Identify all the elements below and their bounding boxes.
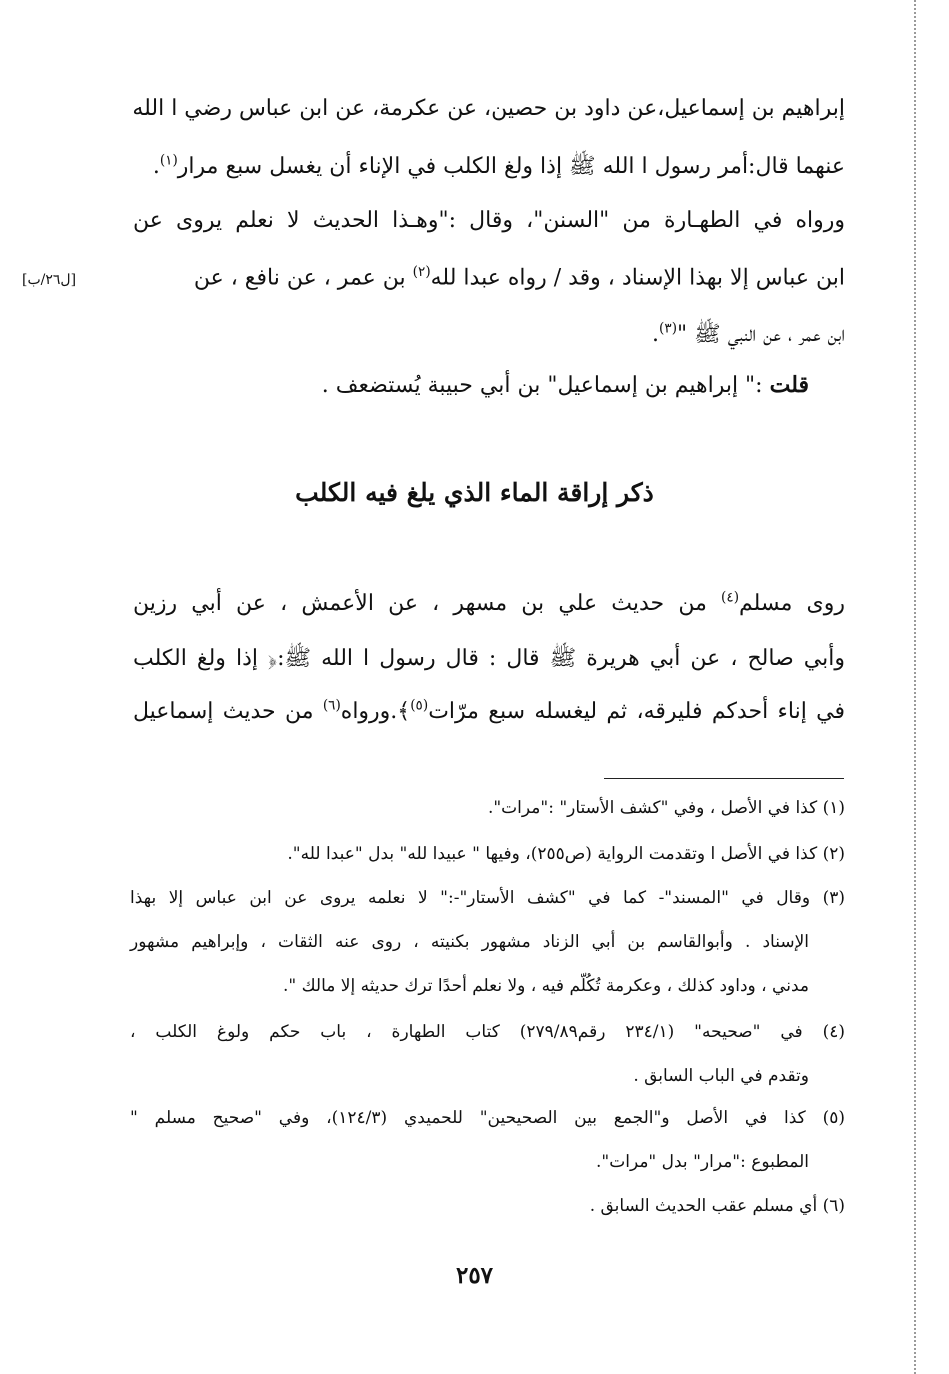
footnote-2: (٢) كذا في الأصل ا وتقدمت الرواية (ص٢٥٥)، وفيها " عبيدا لله" بدل "عبدا لله".: [287, 844, 845, 864]
footnote-3-line-2: الإسناد . وأبوالقاسم بن أبي الزناد مشهور بكنيته ، روى عنه الثقات ، وإبراهيم مشهور: [130, 932, 809, 952]
footnote-ref-6[interactable]: (٦): [322, 698, 341, 714]
footnote-ref-5[interactable]: (٥): [410, 698, 429, 714]
footnote-3-line-3: مدني ، وداود كذلك ، وعكرمة تُكُلّم فيه ، ولا نعلم أحدًا ترك حديثه إلا مالك ".: [282, 976, 809, 996]
main-text-line-2: عنهما قال:أمر رسول ا الله ﷺ إذا ولغ الكلب في الإناء أن يغسل سبع مرار$^{(١)}$.: [152, 152, 845, 179]
main-text-line-6: قلت :" إبراهيم بن إسماعيل" بن أبي حبيبة يُستضعف .: [321, 372, 809, 398]
main-text-line-3: ورواه في الطهـارة من "السنن"، وقال :"وهـذا الحديث لا نعلم يروى عن: [133, 208, 845, 233]
section-text-line-1: روى مسلم$^{(٤)}$ من حديث علي بن مسهر ، عن الأعمش ، عن أبي رزين: [133, 590, 845, 617]
section-text-line-3: في إناء أحدكم فليرقه، ثم ليغسله سبع مرّات$^{(٥)}$﴾.ورواه$^{(٦)}$ من حديث إسماعيل: [133, 698, 845, 725]
main-text-line-1: إبراهيم بن إسماعيل،عن داود بن حصين، عن عكرمة، عن ابن عباس رضي ا الله: [132, 96, 845, 121]
section-heading: ذكر إراقة الماء الذي يلغ فيه الكلب: [295, 478, 654, 507]
main-text-line-4: ابن عباس إلا بهذا الإسناد ، وقد / رواه عبدا لله$^{(٢)}$ بن عمر ، عن نافع ، عن: [193, 264, 845, 291]
footnote-ref-3[interactable]: (٣): [659, 320, 678, 337]
footnote-1: (١) كذا في الأصل ، وفي "كشف الأستار" :"مرات".: [487, 798, 845, 818]
main-text-line-5: ابن عمر ، عن النبي ﷺ "$^{(٣)}$.: [652, 320, 845, 347]
margin-dotted-line: [914, 0, 916, 1374]
footnote-separator: [604, 778, 844, 779]
footnote-6: (٦) أي مسلم عقب الحديث السابق .: [589, 1196, 845, 1216]
manuscript-folio-reference: [ل٢٦/ب]: [22, 272, 77, 288]
footnote-ref-2[interactable]: (٢): [412, 264, 431, 280]
footnote-ref-4[interactable]: (٤): [721, 590, 740, 606]
qultu-label: قلت: [769, 372, 809, 398]
footnote-4-line-1: (٤) في "صحيحه" (٢٣٤/١ رقم٢٧٩/٨٩) كتاب الطهارة ، باب حكم ولوغ الكلب ،: [130, 1022, 845, 1042]
footnote-4-line-2: وتقدم في الباب السابق .: [633, 1066, 809, 1086]
footnote-5-line-2: المطبوع :"مرار" بدل "مرات".: [596, 1152, 809, 1172]
page-number: ٢٥٧: [455, 1262, 494, 1289]
footnote-5-line-1: (٥) كذا في الأصل و"الجمع بين الصحيحين" للحميدي (١٢٤/٣)، وفي "صحيح مسلم ": [130, 1108, 845, 1128]
section-text-line-2: وأبي صالح ، عن أبي هريرة ﷺ قال : قال رسول ا الله ﷺ:﴿ إذا ولغ الكلب: [133, 646, 845, 671]
footnote-ref-1[interactable]: (١): [159, 152, 178, 169]
footnote-3-line-1: (٣) وقال في "المسند"- كما في "كشف الأستار"-:" لا نعلمه يروى عن ابن عباس إلا بهذا: [130, 888, 845, 908]
